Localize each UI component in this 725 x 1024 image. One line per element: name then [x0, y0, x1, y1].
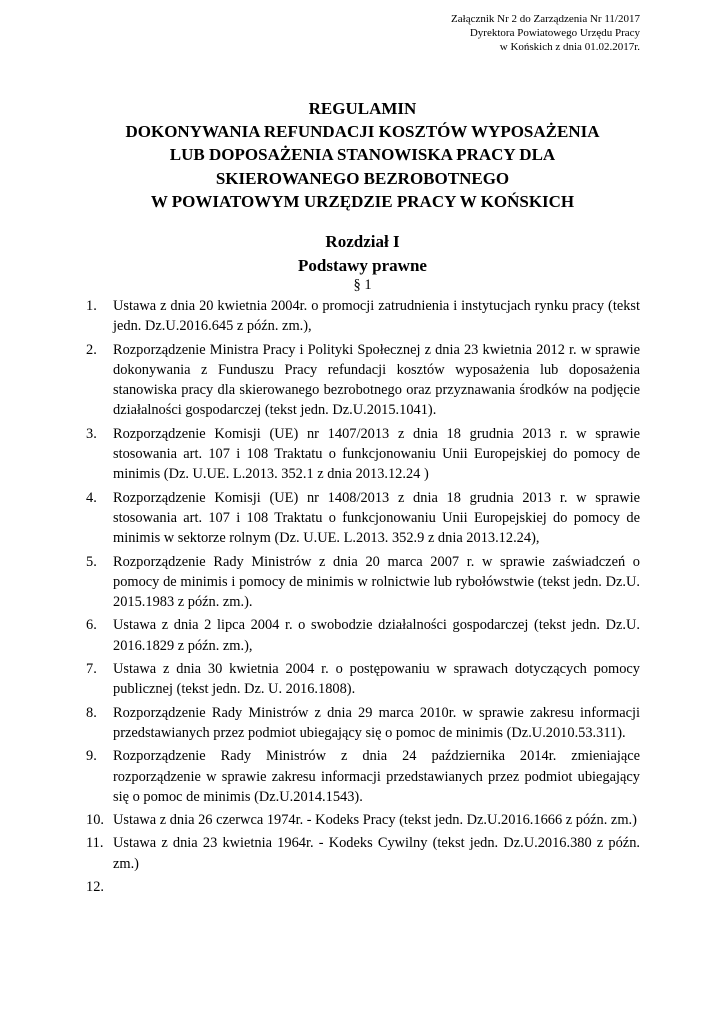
- list-item-text: Ustawa z dnia 20 kwietnia 2004r. o promocji zatrudnienia i instytucjach rynku pracy (tekst jedn. Dz.U.2016.645 z późn. zm.),: [113, 298, 640, 335]
- list-item-number: 7.: [86, 661, 97, 678]
- list-item-number: 3.: [86, 425, 97, 442]
- list-item-text: Ustawa z dnia 30 kwietnia 2004 r. o postępowaniu w sprawach dotyczących pomocy publicznej (tekst jedn. Dz. U. 2016.1808).: [113, 661, 640, 698]
- list-item-number: 5.: [86, 553, 97, 570]
- list-item-number: 6.: [86, 617, 97, 634]
- list-item-number: 2.: [86, 341, 97, 358]
- chapter-heading: [0, 230, 725, 278]
- list-item: [86, 340, 640, 421]
- list-item-number: 12.: [86, 879, 104, 896]
- section-mark: § 1: [353, 277, 372, 293]
- chapter-label: Rozdział I: [325, 232, 400, 251]
- list-item: [86, 296, 640, 337]
- list-item: [86, 810, 640, 830]
- title-line-2: DOKONYWANIA REFUNDACJI KOSZTÓW WYPOSAŻENIA: [125, 122, 600, 142]
- document-title: [0, 97, 725, 213]
- chapter-subtitle: Podstawy prawne: [298, 256, 427, 275]
- list-item-text: Rozporządzenie Komisji (UE) nr 1407/2013 z dnia 18 grudnia 2013 r. w sprawie stosowania art. 107 i 108 Traktatu o funkcjonowaniu Unii Europejskiej do pomocy de minimis (Dz. U.UE. L.2013. 352.1 z dnia 2013.12.24 ): [113, 425, 640, 483]
- list-item-text: Ustawa z dnia 26 czerwca 1974r. - Kodeks Pracy (tekst jedn. Dz.U.2016.1666 z późn. zm.): [113, 812, 637, 829]
- list-item: [86, 488, 640, 549]
- list-item: [86, 746, 640, 807]
- list-item-number: 10.: [86, 812, 104, 829]
- attachment-line-2: Dyrektora Powiatowego Urzędu Pracy: [469, 27, 640, 39]
- attachment-line-3: w Końskich z dnia 01.02.2017r.: [499, 41, 640, 53]
- list-item: [86, 615, 640, 656]
- title-line-3: LUB DOPOSAŻENIA STANOWISKA PRACY DLA: [169, 145, 556, 165]
- list-item: [86, 833, 640, 874]
- title-line-4: SKIEROWANEGO BEZROBOTNEGO: [215, 168, 510, 188]
- list-item-text: Rozporządzenie Rady Ministrów z dnia 24 października 2014r. zmieniające rozporządzenie w sprawie zakresu informacji przedstawianych przez podmiot ubiegający się o pomoc de minimis (Dz.U.2014.1543).: [113, 748, 640, 805]
- list-item-text: Rozporządzenie Rady Ministrów z dnia 20 marca 2007 r. w sprawie zaświadczeń o pomocy de minimis i pomocy de minimis w rolnictwie lub rybołówstwie (tekst jedn. Dz.U. 2015.1983 z późn. zm.).: [113, 553, 640, 611]
- legal-basis-list: [86, 296, 640, 896]
- attachment-note: [320, 12, 640, 54]
- list-item-number: 9.: [86, 748, 97, 765]
- list-item: [86, 659, 640, 700]
- list-item: [86, 424, 640, 485]
- list-item-number: 8.: [86, 704, 97, 721]
- title-line-5: W POWIATOWYM URZĘDZIE PRACY W KOŃSKICH: [150, 191, 575, 211]
- list-item: [86, 703, 640, 744]
- attachment-line-1: Załącznik Nr 2 do Zarządzenia Nr 11/2017: [451, 13, 640, 25]
- list-item-text: Ustawa z dnia 23 kwietnia 1964r. - Kodeks Cywilny (tekst jedn. Dz.U.2016.380 z późn. zm.): [113, 835, 640, 872]
- list-item-number: 4.: [86, 489, 97, 506]
- list-item-text: Rozporządzenie Rady Ministrów z dnia 29 marca 2010r. w sprawie zakresu informacji przedstawianych przez podmiot ubiegający się o pomoc de minimis (Dz.U.2010.53.311).: [113, 704, 640, 741]
- list-item-text: Rozporządzenie Komisji (UE) nr 1408/2013 z dnia 18 grudnia 2013 r. w sprawie stosowania art. 107 i 108 Traktatu o funkcjonowaniu Unii Europejskiej do pomocy de minimis w sektorze rolnym (Dz. U.UE. L.2013. 352.9 z dnia 2013.12.24),: [113, 489, 640, 547]
- list-item-number: 1.: [86, 298, 97, 314]
- list-item-text: Ustawa z dnia 2 lipca 2004 r. o swobodzie działalności gospodarczej (tekst jedn. Dz.U. 2016.1829 z późn. zm.),: [113, 617, 640, 654]
- title-line-1: REGULAMIN: [308, 99, 417, 118]
- list-item-number: 11.: [86, 835, 104, 852]
- list-item-text: Rozporządzenie Ministra Pracy i Polityki Społecznej z dnia 23 kwietnia 2012 r. w sprawie dokonywania z Funduszu Pracy refundacji kosztów wyposażenia lub doposażenia stanowiska pracy dla skierowanego bezrobotnego oraz przyznawania środków na podjęcie działalności gospodarczej (tekst jedn. Dz.U.2015.1041).: [113, 341, 640, 419]
- list-item: [86, 552, 640, 613]
